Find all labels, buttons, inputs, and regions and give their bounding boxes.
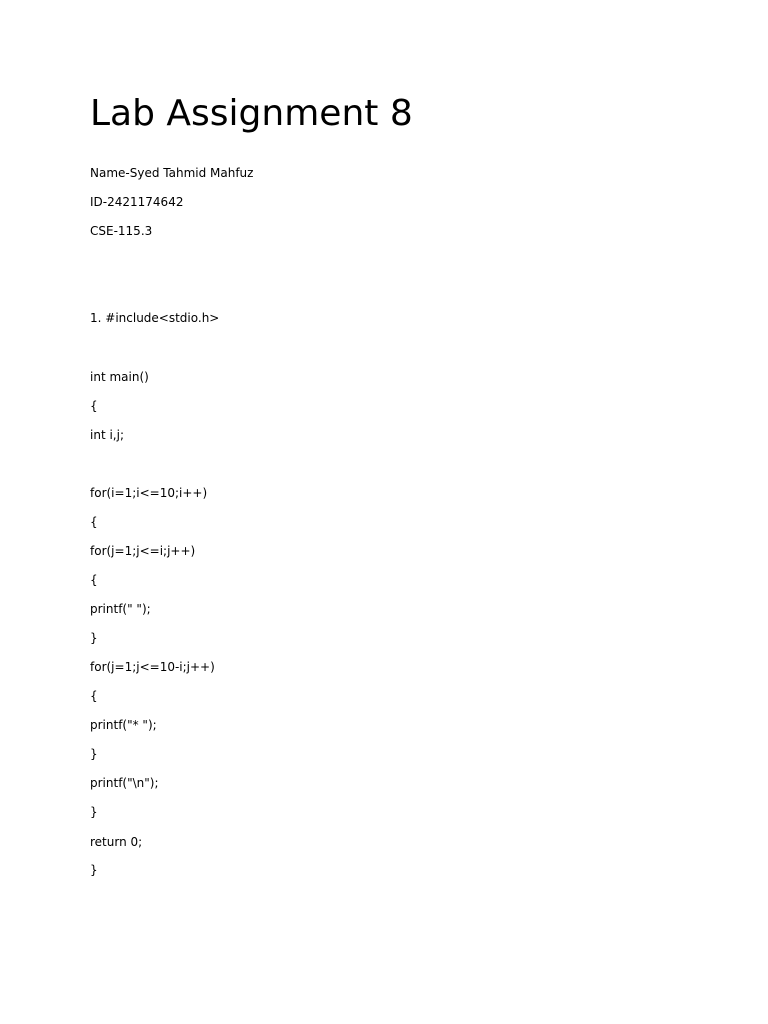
code-line: { [90, 573, 98, 587]
code-line: } [90, 805, 98, 819]
code-line: for(j=1;j<=i;j++) [90, 544, 196, 558]
course-code: CSE-115.3 [90, 224, 153, 238]
code-line: { [90, 399, 98, 413]
code-line: printf("\n"); [90, 776, 159, 790]
code-line: } [90, 747, 98, 761]
code-line: for(i=1;i<=10;i++) [90, 486, 208, 500]
code-line: 1. #include<stdio.h> [90, 311, 220, 325]
code-line: printf("* "); [90, 718, 157, 732]
code-line: } [90, 631, 98, 645]
code-line: int i,j; [90, 428, 124, 442]
student-id: ID-2421174642 [90, 195, 184, 209]
student-name: Name-Syed Tahmid Mahfuz [90, 166, 254, 180]
code-line: { [90, 689, 98, 703]
page-title: Lab Assignment 8 [90, 93, 413, 134]
code-line: { [90, 515, 98, 529]
code-line: return 0; [90, 835, 143, 849]
code-line: } [90, 863, 98, 877]
code-line: int main() [90, 370, 149, 384]
code-line: for(j=1;j<=10-i;j++) [90, 660, 215, 674]
code-line: printf(" "); [90, 602, 151, 616]
